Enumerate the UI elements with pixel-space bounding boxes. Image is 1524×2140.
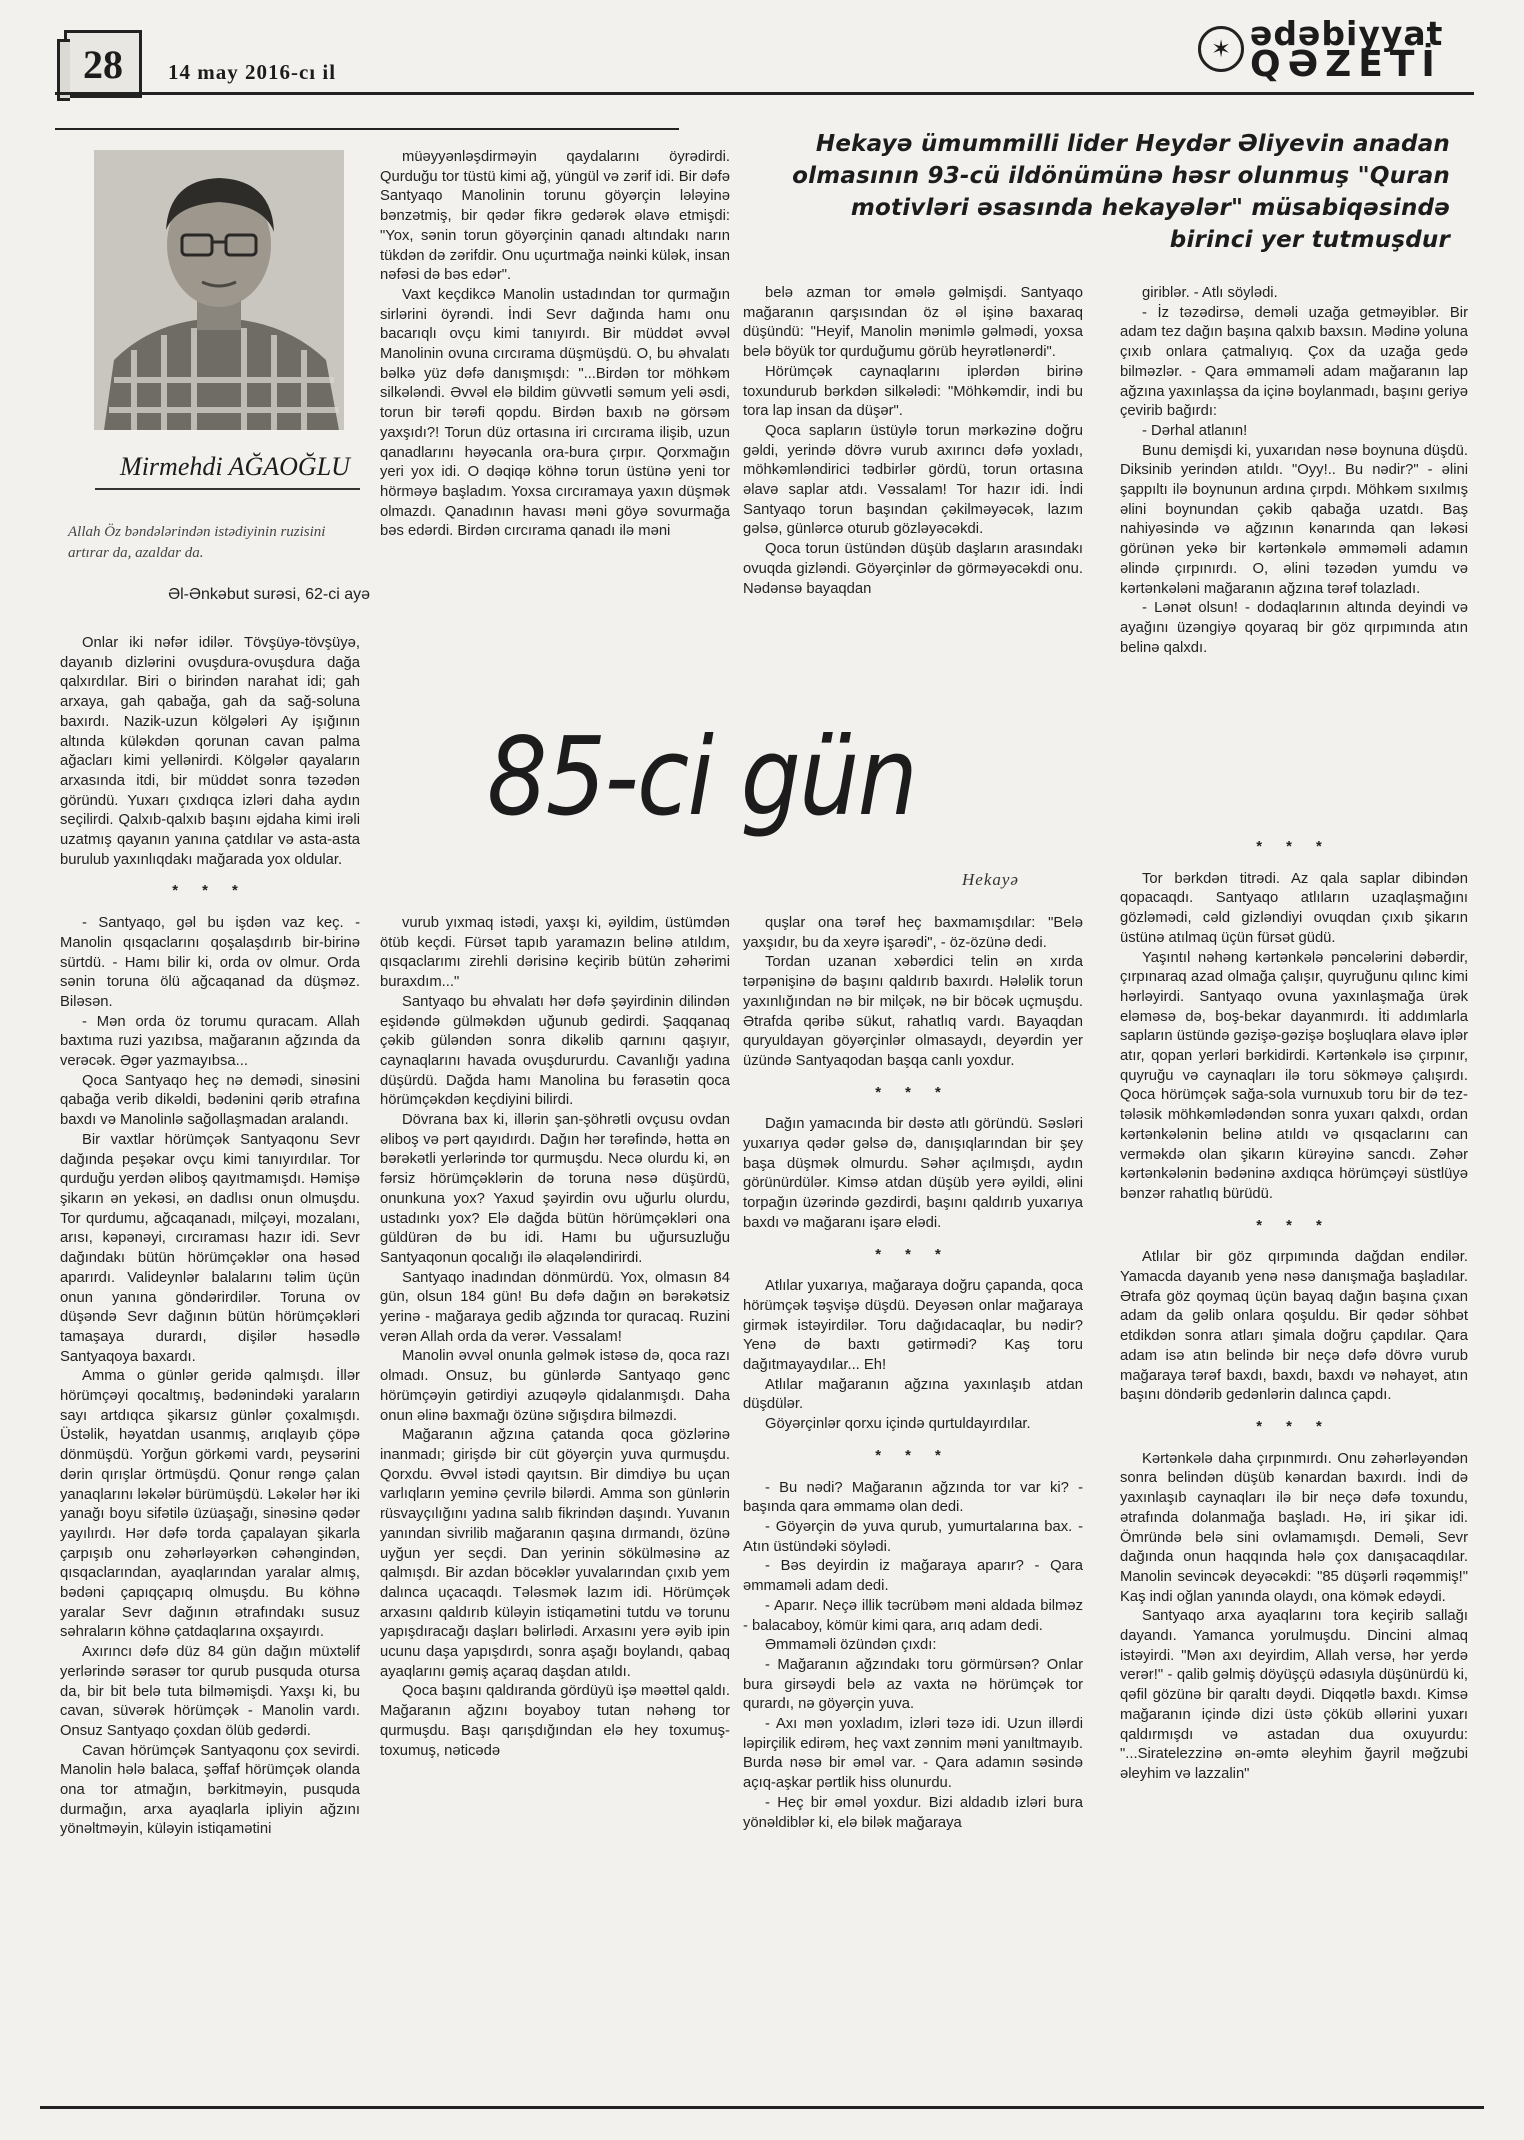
paragraph: Tordan uzanan xəbərdici telin ən xırda tərpənişinə də başını qaldırıb baxırdı. Hələlik torun yaxınlığından nə bir milçək, nə bir böcək uçmuşdu. Ətrafda qəribə sükut, rahatlıq vardı. Bayaqdan quryuldayan göyərçinlər olmasaydı, deyərdin yer üzündə Santyaqodan başqa canlı yoxdur. xyxy=(743,954,1083,1069)
star-emblem-icon: ✶ xyxy=(1198,26,1244,72)
text-column-2-top xyxy=(380,148,730,688)
paragraph: müəyyənləşdirməyin qaydalarını öyrədirdi. Qurduğu tor tüstü kimi ağ, yüngül və zərif idi. Bir dəfə Santyaqo Manolinin torunu göyərçin lələyinə bənzətmiş, bir qədər fikrə gedərək əlavə etmişdi: "Yox, sənin torun göyərçinin qanadı altındakı narın tükdən də zərifdir. Onu uçurtmağa nəinki külək, insan nəfəsi də bəs edər". xyxy=(380,149,730,284)
paragraph: giriblər. - Atlı söylədi. xyxy=(1142,285,1278,301)
paragraph: Qoca başını qaldıranda gördüyü işə məəttəl qaldı. Mağaranın ağzını boyaboy tutan nəhəng tor qurmuşdu. Başı qarışdığından elə hey toxumuş-toxumuş, nəticədə xyxy=(380,1683,730,1759)
paragraph: Vaxt keçdikcə Manolin ustadından tor qurmağın sirlərini öyrəndi. İndi Sevr dağında hamı onu bacarıqlı ovçu kimi tanıyırdı. Bir müddət əvvəl Manolinin ovuna cırcırama düşmüşdü. O, bu əhvalatı bəlkə yüz dəfə danışmışdı: "...Birdən tor möhkəm silkələndi. Əvvəl elə bildim güvvətli səmum yeli əsdi, torun bir tərəfi qopdu. Birdən baxıb nə görsəm yaxşıdı?! Torun düz ortasına iri cırcırama ilişib, uzun qanadlarını həyəcanla ora-bura çırpır. Qorxmağın yeri yox idi. O dəqiqə köhnə torun üstünə yeni tor hörməyə başladım. Yoxsa cırcıramaya yaxın düşmək olmazdı. Qanadının havası məni göyə sovurmağa bəs edərdi. Birdən cırcırama qanadı ilə məni xyxy=(380,286,730,540)
section-divider: * * * xyxy=(1256,839,1332,855)
paragraph: Hörümçək caynaqlarını iplərdən birinə toxundurub bərkdən silkələdi: "Möhkəmdir, indi bu tora lap insan da düşər". xyxy=(743,363,1083,420)
paragraph: Atlılar bir göz qırpımında dağdan endilər. Yamacda dayanıb yenə nəsə danışmağa başladılar. Ətrafa göz qoymaq üçün bayaq dağın başına çıxan adam da gəlib onlara qoşuldu. Bir qədər söhbət etdikdən sonra atları şimala doğru çapdılar. Qara adam isə atın belində bir neçə dəfə dövrə vurub mağaraya tərəf baxdı, baxdı, baxdı və nəhayət, atın başını döndərib gedənlərin dalınca çapdı. xyxy=(1120,1249,1468,1404)
paragraph: - Göyərçin də yuva qurub, yumurtalarına bax. - Atın üstündəki söylədi. xyxy=(743,1518,1083,1555)
text-column-1 xyxy=(60,634,360,2092)
text-column-2 xyxy=(380,914,730,2092)
masthead-line-1: ədəbiyyat xyxy=(1250,14,1444,53)
paragraph: Qoca torun üstündən düşüb daşların arasındakı ovuqda gizləndi. Göyərçinlər də görməyəcəkdi onu. Nədənsə bayaqdan xyxy=(743,541,1083,597)
paragraph: Göyərçinlər qorxu içində qurtuldayırdılar. xyxy=(765,1416,1031,1433)
author-photo xyxy=(94,150,344,430)
epigraph: Allah Öz bəndələrindən istədiyinin ruzisini artırar da, azaldar da. xyxy=(68,524,326,561)
paragraph: - Heç bir əməl yoxdur. Bizi aldadıb izləri bura yönəldiblər ki, elə bilək mağaraya xyxy=(743,1794,1083,1831)
paragraph: Manolin əvvəl onunla gəlmək istəsə də, qoca razı olmadı. Onsuz, bu günlərdə Santyaqo gənc hörümçəyin gətirdiyi azuqəylə qidalanmışdı. Daha onun əlinə baxmağı özünə sığışdıra bilməzdi. xyxy=(380,1348,730,1424)
paragraph: Cavan hörümçək Santyaqonu çox sevirdi. Manolin hələ balaca, şəffaf hörümçək olanda ona tor atmağın, bərkitməyin, pusquda durmağın, arxa ayaqlarla ipliyin ağzını yönəltməyin, küləyin istiqamətini xyxy=(60,1742,360,1838)
masthead xyxy=(1194,10,1464,84)
contest-header: Hekayə ümummilli lider Heydər Əliyevin anadan olmasının 93-cü ildönümünə həsr olunmuş "Quran motivləri əsasında hekayələr" müsabiqəsində birinci yer tutmuşdur xyxy=(792,131,1450,253)
bottom-rule xyxy=(40,2106,1484,2109)
story-genre: Hekayə xyxy=(962,870,1019,889)
paragraph: - Bəs deyirdin iz mağaraya aparır? - Qara əmmaməli adam dedi. xyxy=(743,1558,1083,1595)
text-column-4 xyxy=(1120,826,1468,2092)
paragraph: Əmmaməli özündən çıxdı: xyxy=(765,1637,937,1654)
section-divider: * * * xyxy=(875,1084,951,1101)
issue-date: 14 may 2016-cı il xyxy=(168,60,337,84)
paragraph: Atlılar mağaranın ağzına yaxınlaşıb atdan düşdülər. xyxy=(743,1376,1083,1413)
paragraph: - İz təzədirsə, deməli uzağa getməyiblər. Bir adam tez dağın başına qalxıb baxsın. Mədinə yoluna çıxıb onlara çatmalıyıq. Çox da uzağa gedə bilməzlər. - Qara əmmaməli adam mağaranın lap ağzına yaxınlaşsa da içinə boylanmadı, başını geriyə çevirib bağırdı: xyxy=(1120,304,1468,420)
paragraph: Bir vaxtlar hörümçək Santyaqonu Sevr dağında peşəkar ovçu kimi tanıyırdılar. Tor qurduğu yerdən əliboş qayıtmamışdı. Həmişə şikarın ən yekəsi, ən dadlısı onun olmuşdu. Tor qurdumu, ağcaqanadı, milçəyi, mozalanı, arısı, kəpənəyi, cırcıraması hazır idi. Sevr dağındakı bütün hörümçəklər ona həsəd aparırdı. Valideynlər balalarını təlim üçün onun yanına göndərirdilər. Toruna ov düşəndə Sevr dağının bütün hörümçəkləri tamaşaya durardı, dişilər həsədlə Santyaqoya baxardı. xyxy=(60,1131,360,1365)
paragraph: - Axı mən yoxladım, izləri təzə idi. Uzun illərdi ləpirçilik edirəm, heç vaxt zənnim məni yanıltmayıb. Burda nəsə bir əməl var. - Qara adamın səsində açıq-aşkar pərtlik hiss olunurdu. xyxy=(743,1716,1083,1792)
masthead-line-2: QƏZETİ xyxy=(1250,44,1442,85)
paragraph: Qoca sapların üstüylə torun mərkəzinə doğru gəldi, yerində dövrə vurub axırıncı dəfə yoxladı, möhkəmləndirici tədbirlər gördü, torun ortasına əlavə saplar atdı. Vəssalam! Tor hazır idi. İndi Santyaqo torun başından çəkilməyəcək, lazım gəlsə, günlərcə oturub gözləyəcəkdi. xyxy=(743,422,1083,538)
paragraph: - Aparır. Neçə illik təcrübəm məni aldada bilməz - balacaboy, kömür kimi qara, arıq adam dedi. xyxy=(743,1597,1083,1634)
paragraph: Santyaqo bu əhvalatı hər dəfə şəyirdinin dilindən eşidəndə gülməkdən uğunub gedirdi. Şaqqanaq çəkib güləndən sonra dikəlib qarnını qaşıyır, caynaqlarını havada ovuşdururdu. Cavanlığı yadına düşürdü. Dağda hamı Manolina bu fərasətin qoca hörümçəkdən keçdiyini bilirdi. xyxy=(380,993,730,1109)
paragraph: - Bu nədi? Mağaranın ağzında tor var ki? - başında qara əmmamə olan dedi. xyxy=(743,1479,1083,1516)
paragraph: Dövrana bax ki, illərin şan-şöhrətli ovçusu ovdan əliboş və pərt qayıdırdı. Dağın hər tərəfində, hətta ən bərəkətli yerlərində tor qurmuşdu. Necə olurdu ki, ən fərsiz hörümçəklərin də toruna nəsə düşürdü, onunkuna yox? Yaxud şəyirdin ovu uğurlu olurdu, ustadınkı yox? Elə dağda bütün hörümçəkləri ona güldürən də bu idi. Hamı bu uğursuzluğu Santyaqonun qocalığı ilə əlaqələndirirdi. xyxy=(380,1112,730,1266)
header-rule xyxy=(55,92,1474,95)
story-title: 85-ci gün xyxy=(487,715,917,840)
text-column-3 xyxy=(743,914,1083,2092)
page-number: 28 xyxy=(64,30,142,98)
paragraph: Bunu demişdi ki, yuxarıdan nəsə boynuna düşdü. Diksinib yerindən atıldı. "Oyy!.. Bu nədir?" - əlini şappıltı ilə boynunun ardına çırpdı. Möhkəm sıxılmış əlini boynundan çəkib qabağa uzatdı. Baş nahiyəsində və ağzının kənarında qan ləkəsi görünən yekə bir kərtənkələ əmməməli adamın əlində çırpınırdı. O, əlini təzədən yumdu və kərtənkələni mağaranın ağzına tərəf tolazladı. xyxy=(1120,442,1468,597)
paragraph: - Dərhal atlanın! xyxy=(1142,422,1248,439)
text-column-3-top xyxy=(743,284,1083,702)
paragraph: belə azman tor əmələ gəlmişdi. Santyaqo mağaranın qarşısından öz əl işinə baxaraq düşündü: "Heyif, Manolin mənimlə gəlmədi, yoxsa belə böyük tor qurduğumu görüb heyrətlənərdi". xyxy=(743,285,1083,361)
section-divider: * * * xyxy=(1256,1418,1332,1435)
paragraph: Yaşıntıl nəhəng kərtənkələ pəncələrini dəbərdir, çırpınaraq azad olmağa çalışır, quyruğunu qılınc kimi hərləyirdi. Santyaqo ovuna yaxınlaşmağa ürək eləməsə də, boş-bekar dayanmırdı. İti addımlarla sapların üstündə gəzişə-gəzişə boşluqlara əlavə iplər atır, qopan yerləri bərkidirdi. Kərtənkələ isə çırpınır, quyruğu və caynaqları ilə toru sökməyə çalışırdı. Qoca hörümçək sağa-sola vurnuxub toru bir də tez-tələsik möhkəmlədəndən sonra yuxarı qalxdı, ordan kərtənkələnin belinə atıldı və qısqaclarını can verməkdə olan şikarın kürəyinə sancdı. Zəhər kərtənkələnin bədəninə axdıqca hörümçəyi süstlüyə bənzər rahatlıq bürüdü. xyxy=(1120,949,1468,1202)
text-column-4-top xyxy=(1120,284,1468,802)
paragraph: - Lənət olsun! - dodaqlarının altında deyindi və ayağını üzəngiyə qoyaraq bir göz qırpımında atın belinə qalxdı. xyxy=(1120,600,1468,656)
paragraph: Santyaqo arxa ayaqlarını tora keçirib sallağı dayandı. Yamanca yorulmuşdu. Dincini almaq istəyirdi. "Mən axı deyirdim, Allah versə, hər yerdə verər!" - qalib gəlmiş döyüşçü ədasıyla düşünürdü ki, qəfil gözünə bir qaraltı dəydi. Diqqətlə baxdı. Kimsə mağaranın içində dizi üstə çöküb əllərini yuxarı qaldırmışdı və astadan dua oxuyurdu: "...Siratelezzinə ən-əmtə əleyhim ğayril məğzubi əleyhim və lazzalin" xyxy=(1120,1608,1468,1782)
paragraph: - Mən orda öz torumu quracam. Allah baxtıma ruzi yazıbsa, mağaranın ağzında da verəcək. Əgər yazmayıbsa... xyxy=(60,1013,360,1070)
epigraph-source: Əl-Ənkəbut surəsi, 62-ci ayə xyxy=(168,586,370,603)
author-portrait-image xyxy=(94,150,344,430)
section-divider: * * * xyxy=(875,1246,951,1263)
paragraph: Mağaranın ağzına çatanda qoca gözlərinə inanmadı; girişdə bir cüt göyərçin yuva qurmuşdu. Qorxdu. Əvvəl istədi qayıtsın. Bir dimdiyə bu uçan varlıqların yeminə çevrilə bilərdi. Amma son günlərin rüsvayçılığını yadına salıb fikrindən daşındı. Yuvanın yanından sivrilib mağaranın qaşına dırmandı, özünə uyğun yer seçdi. Dan yerinin sökülməsinə az qalmışdı. Bir azdan böcəklər yuvalarından çıxıb yem dalınca uçacaqdı. Tələsmək lazım idi. Hörümçək arxasını qaldırıb küləyin istiqamətini tutdu və torunu yapışdıracağı daşları bəlirlədi. Arxasını yerə əyib ipin ucunu daşa yapışdırdı, sonra aşağı boylandı, qabaq ayaqlarını gəmiş açaraq daşdan atıldı. xyxy=(380,1427,730,1680)
section-divider: * * * xyxy=(1256,1217,1332,1234)
section-divider: * * * xyxy=(172,883,248,900)
paragraph: vurub yıxmaq istədi, yaxşı ki, əyildim, üstümdən ötüb keçdi. Fürsət tapıb yaramazın belinə atıldım, qısqaclarımı zirehli dərisinə keçirib bütün zəhərimi buraxdım..." xyxy=(380,915,730,991)
paragraph: Santyaqo inadından dönmürdü. Yox, olmasın 84 gün, olsun 184 gün! Bu dəfə dağın ən bərəkətsiz yerinə - mağaraya gedib ağzında tor quracaq. Ruzini verən Allah orda da verər. Vəssalam! xyxy=(380,1269,730,1345)
paragraph: Onlar iki nəfər idilər. Tövşüyə-tövşüyə, dayanıb dizlərini ovuşdura-ovuşdura dağa qalxırdılar. Biri o birindən narahat idi; gah arxaya, gah qabağa, gah da sağ-soluna baxırdı. Nazik-uzun kölgələri Ay işığının altında küləkdən qorunan cavan palma ağacları kimi yellənirdi. Kölgələr qayaların arxasında itdi, bir müddət sonra təzədən göründü. Yuxarı çıxdıqca izləri daha aydın seçilirdi. Qalxıb-qalxıb başını əjdaha kimi irəli uzatmış qayanın yanına çatdılar və asta-asta burulub yaxınlıqdakı mağarada yox oldular. xyxy=(60,635,360,868)
paragraph: Axırıncı dəfə düz 84 gün dağın müxtəlif yerlərində sərasər tor qurub pusquda otursa da, bir bit belə tuta bilməmişdi. Yaxşı ki, bu cavan, süvərək hörümçək - Manolin vardı. Onsuz Santyaqo çoxdan ölüb gedərdi. xyxy=(60,1644,360,1739)
paragraph: Dağın yamacında bir dəstə atlı göründü. Səsləri yuxarıya qədər gəlsə də, danışıqlarından bir şey başa düşmək olmurdu. Səhər açılmışdı, aydın görünürdülər. Kimsə atdan düşüb yerə əyildi, əlini torpağın üzərində gəzdirdi, başını qaldırıb yuxarıya baxdı və mağaranı işarə elədi. xyxy=(743,1116,1083,1231)
author-rule xyxy=(95,488,360,490)
paragraph: Tor bərkdən titrədi. Az qala saplar dibindən qopacaqdı. Santyaqo atlıların uzaqlaşmağını gözləmədi, cəld gizləndiyi ovuqdan çıxıb şikarın üstünə atılmaq üçün fürsət güdü. xyxy=(1120,870,1468,946)
paragraph: - Mağaranın ağzındakı toru görmürsən? Onlar bura girsəydi belə az vaxta nə hörümçək tor qurardı, nə göyərçin yuva. xyxy=(743,1656,1083,1713)
paragraph: Kərtənkələ daha çırpınmırdı. Onu zəhərləyəndən sonra belindən düşüb kənardan baxırdı. İndi də yaxınlaşıb caynaqları ilə bir neçə dəfə toxundu, ətrafında dolanmağa başladı. Hə, iri şikar idi. Ömründə belə sini ovlamamışdı. Deməli, Sevr dağında onun haqqında hələ çox danışacaqdılar. Manolin sevincək deyəcəkdi: "85 düşərli rəqəmmiş!" Kaş indi oğlan yanında olaydı, ona kömək edəydi. xyxy=(1120,1450,1468,1605)
paragraph: - Santyaqo, gəl bu işdən vaz keç. - Manolin qısqaclarını qoşalaşdırıb bir-birinə sürtdü. - Hamı bilir ki, orda ov olmur. Orda sənin toruna ölü ağcaqanad da düşməz. Biləsən. xyxy=(60,915,360,1010)
author-name: Mirmehdi AĞAOĞLU xyxy=(120,452,350,481)
paragraph: quşlar ona tərəf heç baxmamışdılar: "Belə yaxşıdır, bu da xeyrə işarədi", - öz-özünə dedi. xyxy=(743,915,1083,951)
section-divider: * * * xyxy=(875,1447,951,1464)
paragraph: Atlılar yuxarıya, mağaraya doğru çapanda, qoca hörümçək təşvişə düşdü. Deyəsən onlar mağaraya girmək istəyirdilər. Toru dağıdacaqlar, bu nədir? Yenə də baxtı gətirmədi? Kaş toru dağıtmayaydılar... Eh! xyxy=(743,1278,1083,1374)
header-rule-thin xyxy=(55,128,679,130)
paragraph: Qoca Santyaqo heç nə demədi, sinəsini qabağa verib dikəldi, bədənini qərib ətrafına baxdı və Manolinlə sağollaşmadan aralandı. xyxy=(60,1072,360,1129)
paragraph: Amma o günlər geridə qalmışdı. İllər hörümçəyi qocaltmış, bədənindəki yaraların sayı artdıqca şikarsız günlər çoxalmışdı. Üstəlik, həyatdan usanmış, arıqlayıb çöpə dönmüşdü. Yorğun görkəmi vardı, peysərini dərin qırışlar örtmüşdü. Qonur rəngə çalan yanaqlarını ləkələr bürümüşdü. Ləkələr hər iki yanağı boyu sifətilə üzüaşağı, sinəsinə qədər yayılırdı. Hər dəfə torda çapalayan şikarla çarpışıb onu zəhərləyərkən cəhəngindən, qısqaclarından, ayaqlarından yaralar almış, bədəni çapıqçapıq olmuşdu. Bu köhnə yaralar Sevr dağının ətrafındakı susuz səhraların köhnə çatdaqlarına oxşayırdı. xyxy=(60,1368,360,1641)
